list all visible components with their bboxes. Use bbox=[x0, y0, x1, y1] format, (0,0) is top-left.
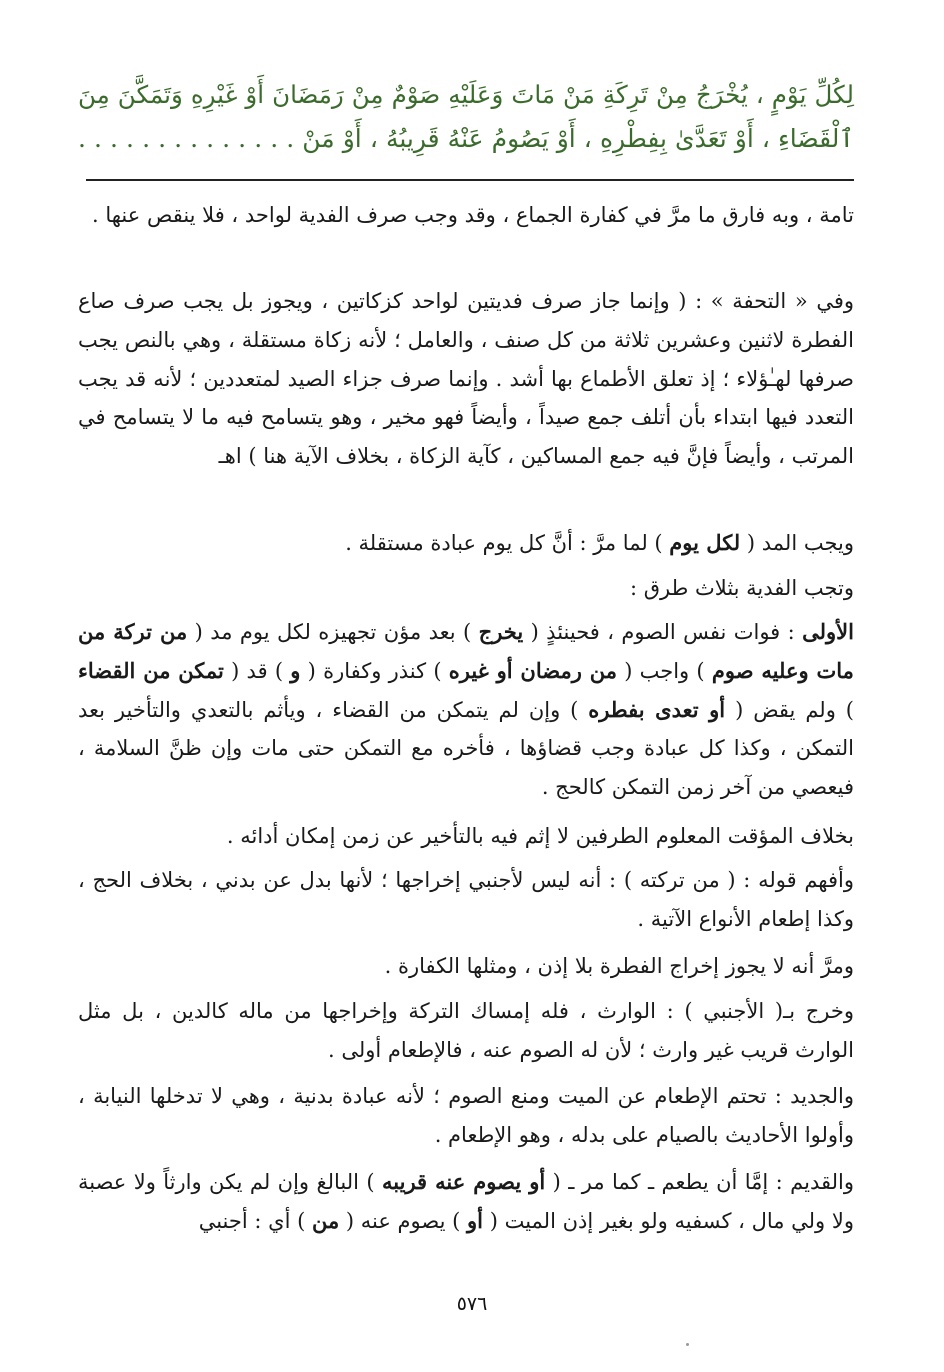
bold-matn-ref: من رمضان أو غيره bbox=[448, 657, 617, 683]
bold-matn-ref: من تركة من مات وعليه صوم bbox=[78, 619, 854, 683]
sharh-paragraph-10: والجديد : تحتم الإطعام عن الميت ومنع الصوم ؛ لأنه عبادة بدنية ، وهي لا تدخلها النيابة ، وأولوا الأحاديث بالصيام على بدله ، وهو الإطعام . bbox=[78, 1084, 854, 1147]
sharh-paragraph-6: بخلاف المؤقت المعلوم الطرفين لا إثم فيه بالتأخير عن زمن إمكان أدائه . bbox=[226, 824, 854, 848]
bold-matn-ref: أو bbox=[467, 1207, 484, 1233]
sharh-paragraph-7: وأفهم قوله : ( من تركته ) : أنه ليس لأجنبي إخراجها ؛ لأنها بدل عن بدني ، بخلاف الحج ، وكذا إطعام الأنواع الآتية . bbox=[78, 868, 854, 931]
sharh-paragraph-4: وتجب الفدية بثلاث طرق : bbox=[630, 576, 854, 600]
bold-matn-ref: تمكن من القضاء bbox=[78, 657, 224, 683]
text-run: ) يصوم عنه ( bbox=[345, 1208, 461, 1233]
sharh-paragraph-11 bbox=[78, 1163, 854, 1241]
text-run: ) قد ( bbox=[231, 658, 284, 683]
bold-matn-ref: يخرج bbox=[478, 619, 524, 644]
sharh-paragraph-2: وفي « التحفة » : ( وإنما جاز صرف فديتين لواحد كزكاتين ، ويجوز بل يجب صرف صاع الفطرة لاثنين وعشرين ثلاثة من كل صنف ، والعامل ؛ لأنه زكاة مستقلة ، وهي بالنص يجب صرفها لهـٰؤلاء ؛ إذ تعلق الأطماع بها أشد . وإنما صرف جزاء الصيد لمتعددين ؛ لأنه قد يجب التعدد فيها ابتداء بأن أتلف جمع صيداً ، وأيضاً فهو مخير ، وهو يتسامح فيه ما لا يتسامح في المرتب ، وأيضاً فإنَّ فيه جمع المساكين ، كآية الزكاة ، بخلاف الآية هنا ) اهـ bbox=[78, 289, 855, 469]
bold-matn-ref: و bbox=[290, 657, 301, 683]
text-run: ) البالغ وإن لم يكن وارثاً ولا عصبة ولا ولي مال ، كسفيه ولو بغير إذن الميت ( bbox=[78, 1170, 854, 1233]
text-run: ) ولم يقض ( bbox=[735, 697, 854, 722]
bold-matn-ref: أو تعدى بفطره bbox=[588, 696, 726, 722]
sharh-paragraph-8: ومرَّ أنه لا يجوز إخراج الفطرة بلا إذن ، ومثلها الكفارة . bbox=[384, 954, 854, 978]
text-run: ) واجب ( bbox=[624, 658, 705, 683]
text-run: ) بعد مؤن تجهيزه لكل يوم مد ( bbox=[194, 620, 472, 644]
footnote-separator bbox=[86, 179, 854, 181]
page-number: ٥٧٦ bbox=[456, 1293, 488, 1315]
sharh-paragraph-5 bbox=[78, 613, 854, 807]
scan-speck bbox=[686, 1343, 689, 1346]
matn-line-2: ٱلْقَضَاءِ ، أَوْ تَعَدَّىٰ بِفِطْرِهِ ، أَوْ يَصُومُ عَنْهُ قَرِيبُهُ ، أَوْ مَنْ . . . . . . . . . . . . . . bbox=[78, 124, 854, 153]
text-run: ) كنذر وكفارة ( bbox=[307, 658, 442, 683]
text-run: والقديم : إمَّا أن يطعم ـ كما مر ـ ( bbox=[552, 1170, 854, 1194]
sharh-paragraph-1: تامة ، وبه فارق ما مرَّ في كفارة الجماع ، وقد وجب صرف الفدية لواحد ، فلا ينقص عنها . bbox=[92, 203, 854, 227]
text-run: ) وإن لم يتمكن من القضاء ، ويأثم بالتعدي والتأخير بعد التمكن ، وكذا كل عبادة وجب قضاؤها ، فأخره مع التمكن حتى مات وإن ظنَّ السلامة ، فيعصي من آخر زمن التمكن كالحج . bbox=[78, 697, 854, 800]
text-run: ) أي : أجنبي bbox=[198, 1208, 306, 1233]
text-run: ) لما مرَّ : أنَّ كل يوم عبادة مستقلة . bbox=[345, 531, 663, 555]
sharh-paragraph-9: وخرج بـ( الأجنبي ) : الوارث ، فله إمساك التركة وإخراجها من ماله كالدين ، بل مثل الوارث قريب غير وارث ؛ لأن له الصوم عنه ، فالإطعام أولى . bbox=[78, 999, 854, 1062]
text-run: : فوات نفس الصوم ، فحينئذٍ ( bbox=[530, 620, 795, 644]
bold-matn-ref: أو يصوم عنه قريبه bbox=[382, 1169, 546, 1194]
bold-heading: الأولى bbox=[802, 619, 854, 644]
bold-matn-ref: لكل يوم bbox=[669, 530, 741, 555]
sharh-paragraph-3 bbox=[78, 524, 854, 563]
matn-line-1: لِكُلِّ يَوْمٍ ، يُخْرَجُ مِنْ تَرِكَةِ مَنْ مَاتَ وَعَلَيْهِ صَوْمٌ مِنْ رَمَضَانَ أَوْ غَيْرِهِ وَتَمَكَّنَ مِنَ bbox=[78, 80, 854, 109]
text-run: ويجب المد ( bbox=[746, 531, 854, 555]
bold-matn-ref: من bbox=[311, 1207, 340, 1233]
